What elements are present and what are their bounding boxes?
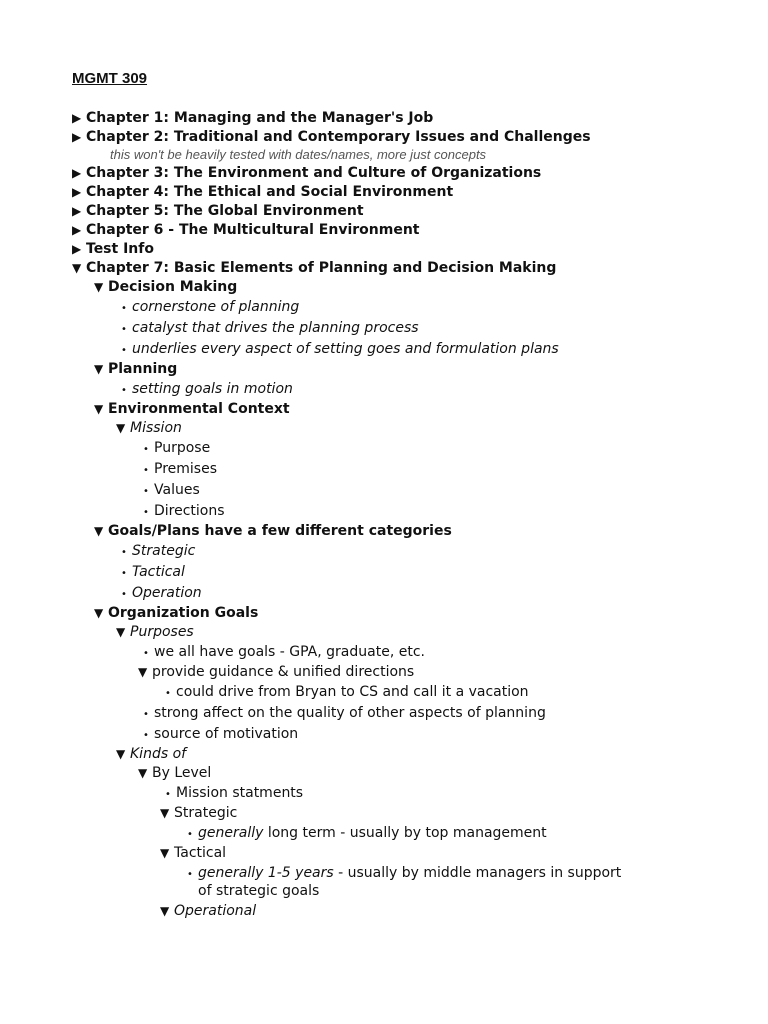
outline-bullet-item — [72, 541, 752, 562]
outline-item-text: we all have goals - GPA, graduate, etc. — [154, 644, 425, 660]
collapsed-triangle-icon[interactable]: ▶ — [72, 223, 82, 237]
outline-toggle-item[interactable] — [72, 202, 752, 221]
outline-bullet-item — [72, 438, 752, 459]
outline-toggle-item[interactable] — [72, 360, 752, 379]
outline-item-text: catalyst that drives the planning process — [132, 320, 419, 336]
outline-item-text: Organization Goals — [108, 605, 259, 621]
outline-item-text: strong affect on the quality of other aspects of planning — [154, 705, 546, 721]
outline-toggle-item[interactable] — [72, 902, 752, 921]
bullet-icon: • — [143, 486, 149, 497]
outline-toggle-item[interactable] — [72, 400, 752, 419]
outline-item-text: Operational — [174, 903, 257, 919]
outline-item-text: Tactical — [174, 845, 227, 861]
outline-item-text: Chapter 7: Basic Elements of Planning and Decision Making — [86, 260, 557, 276]
outline-bullet-item — [72, 642, 752, 663]
outline-toggle-item[interactable] — [72, 764, 752, 783]
expanded-triangle-icon[interactable]: ▼ — [94, 280, 104, 294]
outline-item-text — [198, 825, 547, 841]
outline-item-text: Chapter 6 - The Multicultural Environment — [86, 222, 420, 238]
outline-toggle-item[interactable] — [72, 604, 752, 623]
outline-text-part: generally — [198, 825, 264, 841]
bullet-icon: • — [143, 507, 149, 518]
bullet-icon: • — [121, 303, 127, 314]
outline-toggle-item[interactable] — [72, 804, 752, 823]
bullet-icon: • — [143, 730, 149, 741]
outline-toggle-item[interactable] — [72, 278, 752, 297]
collapsed-triangle-icon[interactable]: ▶ — [72, 166, 82, 180]
page-title: MGMT 309 — [72, 70, 148, 87]
outline — [72, 109, 752, 921]
collapsed-triangle-icon[interactable]: ▶ — [72, 130, 82, 144]
outline-item-text: provide guidance & unified directions — [152, 664, 415, 680]
collapsed-triangle-icon[interactable]: ▶ — [72, 185, 82, 199]
bullet-icon: • — [143, 648, 149, 659]
outline-item-text — [198, 864, 638, 900]
bullet-icon: • — [121, 568, 127, 579]
outline-item-text: Planning — [108, 361, 178, 377]
outline-toggle-item[interactable] — [72, 128, 752, 147]
outline-bullet-item — [72, 297, 752, 318]
outline-item-text: Chapter 5: The Global Environment — [86, 203, 364, 219]
expanded-triangle-icon[interactable]: ▼ — [94, 524, 104, 538]
outline-item-text: Premises — [154, 461, 217, 477]
outline-toggle-item[interactable] — [72, 623, 752, 642]
outline-item-text: Goals/Plans have a few different categories — [108, 523, 452, 539]
outline-item-text: setting goals in motion — [132, 381, 293, 397]
outline-bullet-item — [72, 501, 752, 522]
bullet-icon: • — [121, 385, 127, 396]
expanded-triangle-icon[interactable]: ▼ — [138, 766, 148, 780]
outline-bullet-item — [72, 379, 752, 400]
collapsed-triangle-icon[interactable]: ▶ — [72, 242, 82, 256]
expanded-triangle-icon[interactable]: ▼ — [160, 806, 170, 820]
outline-item-text: Strategic — [132, 543, 196, 559]
outline-item-text: Decision Making — [108, 279, 238, 295]
outline-bullet-item — [72, 703, 752, 724]
expanded-triangle-icon[interactable]: ▼ — [160, 846, 170, 860]
outline-bullet-item — [72, 583, 752, 604]
bullet-icon: • — [143, 465, 149, 476]
expanded-triangle-icon[interactable]: ▼ — [94, 402, 104, 416]
bullet-icon: • — [187, 829, 193, 840]
bullet-icon: • — [165, 789, 171, 800]
outline-bullet-item — [72, 562, 752, 583]
outline-item-text: Chapter 2: Traditional and Contemporary Issues and Challenges — [86, 129, 591, 145]
outline-item-text: By Level — [152, 765, 212, 781]
expanded-triangle-icon[interactable]: ▼ — [160, 904, 170, 918]
outline-bullet-item — [72, 480, 752, 501]
bullet-icon: • — [121, 589, 127, 600]
outline-bullet-item — [72, 783, 752, 804]
bullet-icon: • — [187, 869, 193, 880]
outline-item-text: Purpose — [154, 440, 211, 456]
outline-item-text: Operation — [132, 585, 202, 601]
outline-item-text: Environmental Context — [108, 401, 290, 417]
collapsed-triangle-icon[interactable]: ▶ — [72, 204, 82, 218]
outline-bullet-item — [72, 863, 752, 902]
bullet-icon: • — [143, 709, 149, 720]
outline-bullet-item — [72, 823, 752, 844]
outline-text-part: generally 1-5 years — [198, 865, 334, 881]
outline-text-part: long term - usually by top management — [263, 825, 547, 841]
outline-toggle-item[interactable] — [72, 259, 752, 278]
outline-item-text: source of motivation — [154, 726, 299, 742]
bullet-icon: • — [121, 547, 127, 558]
outline-toggle-item[interactable] — [72, 221, 752, 240]
outline-item-text: Mission statments — [176, 785, 304, 801]
outline-item-text: Kinds of — [130, 746, 187, 762]
outline-toggle-item[interactable] — [72, 109, 752, 128]
outline-item-text: Mission — [130, 420, 182, 436]
outline-toggle-item[interactable] — [72, 164, 752, 183]
bullet-icon: • — [121, 324, 127, 335]
outline-item-text: cornerstone of planning — [132, 299, 300, 315]
bullet-icon: • — [121, 345, 127, 356]
outline-toggle-item[interactable] — [72, 183, 752, 202]
outline-item-text: Chapter 4: The Ethical and Social Environment — [86, 184, 454, 200]
outline-item-text: Directions — [154, 503, 225, 519]
outline-item-text: Chapter 1: Managing and the Manager's Job — [86, 110, 434, 126]
outline-bullet-item — [72, 724, 752, 745]
outline-text-part: - usually by middle managers in support of strategic goals — [198, 865, 622, 899]
outline-bullet-item — [72, 459, 752, 480]
outline-item-text: this won't be heavily tested with dates/names, more just concepts — [110, 147, 487, 162]
expanded-triangle-icon[interactable]: ▼ — [116, 421, 126, 435]
expanded-triangle-icon[interactable]: ▼ — [116, 625, 126, 639]
outline-item-text: Chapter 3: The Environment and Culture of Organizations — [86, 165, 542, 181]
outline-bullet-item — [72, 682, 752, 703]
outline-item-text: Values — [154, 482, 200, 498]
outline-item-text: Strategic — [174, 805, 238, 821]
outline-toggle-item[interactable] — [72, 240, 752, 259]
outline-toggle-item[interactable] — [72, 663, 752, 682]
outline-item-text: Purposes — [130, 624, 194, 640]
bullet-icon: • — [165, 688, 171, 699]
expanded-triangle-icon[interactable]: ▼ — [116, 747, 126, 761]
outline-bullet-item — [72, 339, 752, 360]
expanded-triangle-icon[interactable]: ▼ — [94, 362, 104, 376]
outline-item-text: could drive from Bryan to CS and call it a vacation — [176, 684, 529, 700]
outline-toggle-item[interactable] — [72, 844, 752, 863]
collapsed-triangle-icon[interactable]: ▶ — [72, 111, 82, 125]
expanded-triangle-icon[interactable]: ▼ — [138, 665, 148, 679]
outline-toggle-item[interactable] — [72, 522, 752, 541]
expanded-triangle-icon[interactable]: ▼ — [72, 261, 82, 275]
outline-item-text: underlies every aspect of setting goes and formulation plans — [132, 341, 559, 357]
expanded-triangle-icon[interactable]: ▼ — [94, 606, 104, 620]
outline-toggle-item[interactable] — [72, 745, 752, 764]
bullet-icon: • — [143, 444, 149, 455]
outline-bullet-item — [72, 318, 752, 339]
outline-note — [72, 147, 752, 164]
outline-item-text: Test Info — [86, 241, 154, 257]
outline-toggle-item[interactable] — [72, 419, 752, 438]
outline-item-text: Tactical — [132, 564, 185, 580]
